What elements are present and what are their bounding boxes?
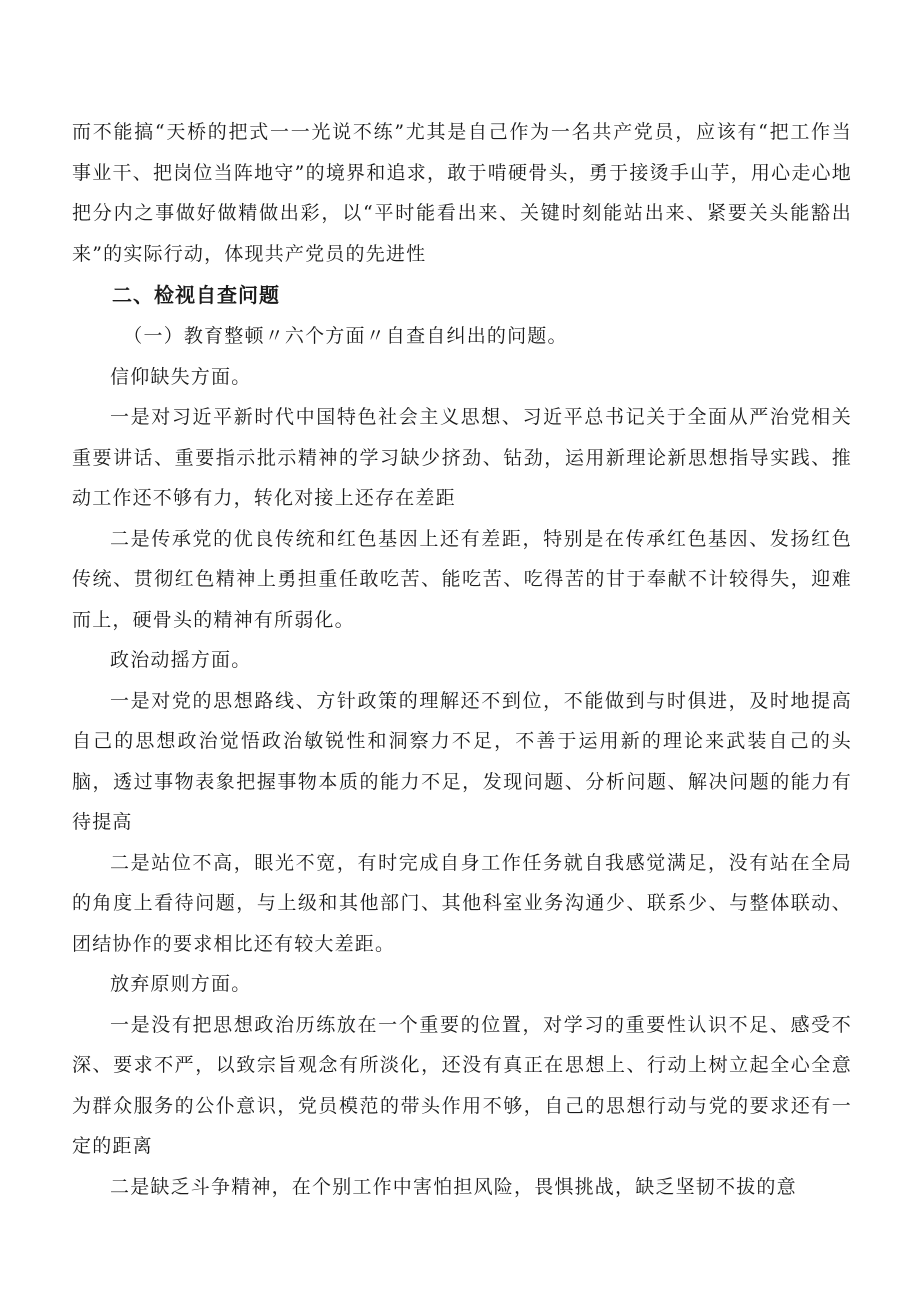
paragraph-faith-2: 二是传承党的优良传统和红色基因上还有差距，特别是在传承红色基因、发扬红色传统、贯彻红色精神上勇担重任敢吃苦、能吃苦、吃得苦的甘于奉献不计较得失，迎难而上，硬骨头的精神有所弱化。 xyxy=(72,527,852,631)
category-label-faith: 信仰缺失方面。 xyxy=(110,365,252,388)
paragraph-continuation: 而不能搞“天桥的把式一一光说不练”尤其是自己作为一名共产党员，应该有“把工作当事业干、把岗位当阵地守”的境界和追求，敢于啃硬骨头，勇于接烫手山芋，用心走心地把分内之事做好做精做出彩，以“平时能看出来、关键时刻能站出来、紧要关头能豁出来”的实际行动，体现共产党员的先进性 xyxy=(72,121,852,265)
paragraph-principle-2: 二是缺乏斗争精神，在个别工作中害怕担风险，畏惧挑战，缺乏坚韧不拔的意 xyxy=(110,1175,797,1198)
paragraph-political-1: 一是对党的思想路线、方针政策的理解还不到位，不能做到与时俱进，及时地提高自己的思想政治觉悟政治敏锐性和洞察力不足，不善于运用新的理论来武装自己的头脑，透过事物表象把握事物本质的能力不足，发现问题、分析问题、解决问题的能力有待提高 xyxy=(72,689,852,833)
section-heading: 二、检视自查问题 xyxy=(112,283,280,307)
paragraph-principle-1: 一是没有把思想政治历练放在一个重要的位置，对学习的重要性认识不足、感受不深、要求不严，以致宗旨观念有所淡化，还没有真正在思想上、行动上树立起全心全意为群众服务的公仆意识，党员模范的带头作用不够，自己的思想行动与党的要求还有一定的距离 xyxy=(72,1013,852,1157)
category-label-political: 政治动摇方面。 xyxy=(110,649,252,671)
subsection-heading: （一）教育整顿〃六个方面〃自查自纠出的问题。 xyxy=(123,325,568,347)
paragraph-faith-1: 一是对习近平新时代中国特色社会主义思想、习近平总书记关于全面从严治党相关重要讲话、重要指示批示精神的学习缺少挤劲、钻劲，运用新理论新思想指导实践、推动工作还不够有力，转化对接上还存在差距 xyxy=(72,406,852,509)
paragraph-political-2: 二是站位不高，眼光不宽，有时完成自身工作任务就自我感觉满足，没有站在全局的角度上看待问题，与上级和其他部门、其他科室业务沟通少、联系少、与整体联动、团结协作的要求相比还有较大差距。 xyxy=(72,851,852,955)
document-body xyxy=(72,112,852,1207)
category-label-principle: 放弃原则方面。 xyxy=(110,973,252,995)
